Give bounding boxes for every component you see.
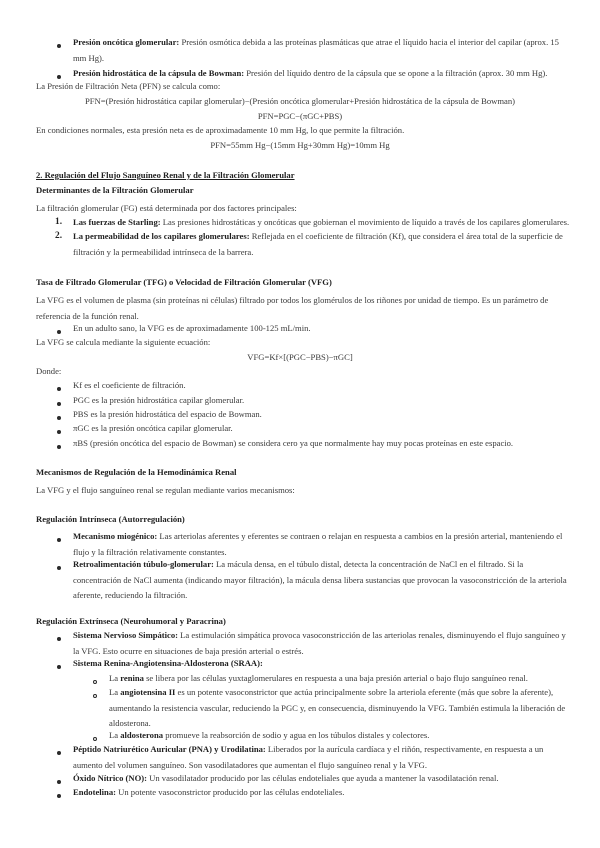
sub-bullet-renina: La renina se libera por las células yuxtaglomerulares en respuesta a una baja presión arterial o bajo flujo sanguíneo renal. — [109, 673, 528, 683]
bullet-simpatico: Sistema Nervioso Simpático: La estimulación simpática provoca vasoconstricción de las arteriolas renales, disminuyendo el flujo sanguíneo y la VFG. Esto ocurre en situaciones de baja presión arterial o estrés. — [73, 630, 566, 656]
donde-label: Donde: — [36, 366, 62, 376]
determinantes-intro: La filtración glomerular (FG) está determinada por dos factores principales: — [36, 203, 297, 213]
bullet-icon — [57, 445, 61, 449]
sub-bullet-aldosterona: La aldosterona promueve la reabsorción de sodio y agua en los túbulos distales y colectores. — [109, 730, 430, 740]
equation-vfg: VFG=Kf×[(PGC−PBS)−πGC] — [247, 352, 353, 362]
bullet-icon — [57, 566, 61, 570]
def-pigc: πGC es la presión oncótica capilar glomerular. — [73, 423, 233, 433]
sub-bullet-angiotensina: La angiotensina II es un potente vasoconstrictor que actúa principalmente sobre la arteriola eferente (más que sobre la aferente), aumentando la resistencia vascular, reduciendo la PGC y, en consecuencia, disminuyendo la VFG. También estimula la liberación de aldosterona. — [109, 687, 566, 728]
bullet-icon — [57, 430, 61, 434]
bullet-icon — [57, 665, 61, 669]
list-number: 2. — [55, 231, 63, 241]
bullet-icon — [57, 780, 61, 784]
bullet-sraa: Sistema Renina-Angiotensina-Aldosterona (SRAA): — [73, 658, 263, 668]
bullet-endotelina: Endotelina: Un potente vasoconstrictor producido por las células endoteliales. — [73, 787, 345, 797]
bullet-oxido-nitrico: Óxido Nítrico (NO): Un vasodilatador producido por las células endoteliales que ayuda a mantener la vasodilatación renal. — [73, 773, 499, 783]
equation-pfn-1: PFN=(Presión hidrostática capilar glomerular)−(Presión oncótica glomerular+Presión hidrostática de la cápsula de Bowman) — [84, 96, 516, 106]
bullet-presion-bowman: Presión hidrostática de la cápsula de Bowman: Presión del líquido dentro de la cápsula que se opone a la filtración (aprox. 30 mm Hg). — [73, 68, 548, 78]
numbered-item-permeabilidad: La permeabilidad de los capilares glomerulares: Reflejada en el coeficiente de filtración (Kf), que considera el área total de la superficie de filtración y la permeabilidad intrínseca de la barrera. — [73, 231, 563, 257]
pfn-intro: La Presión de Filtración Neta (PFN) se calcula como: — [36, 81, 221, 91]
tfg-calculo: La VFG se calcula mediante la siguiente ecuación: — [36, 337, 211, 347]
def-kf: Kf es el coeficiente de filtración. — [73, 380, 186, 390]
def-pbs: PBS es la presión hidrostática del espacio de Bowman. — [73, 409, 262, 419]
equation-pfn-3: PFN=55mm Hg−(15mm Hg+30mm Hg)=10mm Hg — [210, 140, 390, 150]
bullet-icon — [57, 637, 61, 641]
tfg-adulto: En un adulto sano, la VFG es de aproximadamente 100-125 mL/min. — [73, 323, 311, 333]
def-pgc: PGC es la presión hidrostática capilar glomerular. — [73, 395, 245, 405]
bullet-icon — [57, 538, 61, 542]
tfg-paragraph: La VFG es el volumen de plasma (sin proteínas ni células) filtrado por todos los glomérulos de los riñones por unidad de tiempo. Es un parámetro de referencia de la función renal. — [36, 295, 549, 321]
bullet-icon — [57, 387, 61, 391]
determinantes-title: Determinantes de la Filtración Glomerular — [36, 185, 194, 195]
mecanismos-title: Mecanismos de Regulación de la Hemodinámica Renal — [36, 467, 237, 477]
list-number: 1. — [55, 217, 63, 227]
intrinseca-title: Regulación Intrínseca (Autorregulación) — [36, 514, 185, 524]
bullet-presion-oncotica: Presión oncótica glomerular: Presión osmótica debida a las proteínas plasmáticas que atrae el líquido hacia el interior del capilar (aprox. 15 mm Hg). — [73, 37, 559, 63]
bullet-retroalimentacion: Retroalimentación túbulo-glomerular: La mácula densa, en el túbulo distal, detecta la concentración de NaCl en el filtrado. Si la concentración de NaCl aumenta (indicando mayor filtración), la mácula densa libera sustancias que provocan la vasoconstricción de la arteriola aferente, reduciendo la filtración. — [73, 559, 567, 600]
def-pibs: πBS (presión oncótica del espacio de Bowman) se considera cero ya que normalmente hay muy pocas proteínas en este espacio. — [73, 438, 514, 448]
bullet-icon — [57, 794, 61, 798]
sub-bullet-icon — [93, 694, 97, 698]
mecanismos-text: La VFG y el flujo sanguíneo renal se regulan mediante varios mecanismos: — [36, 485, 295, 495]
sub-bullet-icon — [93, 680, 97, 684]
bullet-icon — [57, 751, 61, 755]
bullet-pna: Péptido Natriurético Auricular (PNA) y Urodilatina: Liberados por la aurícula cardíaca y el riñón, respectivamente, en respuesta a un aumento del volumen sanguíneo. Son vasodilatadores que aumentan el flujo sanguíneo renal y la VFG. — [73, 744, 544, 770]
bullet-icon — [57, 416, 61, 420]
sub-bullet-icon — [93, 737, 97, 741]
section-2-title: 2. Regulación del Flujo Sanguíneo Renal y de la Filtración Glomerular — [36, 170, 295, 180]
equation-pfn-2: PFN=PGC−(πGC+PBS) — [257, 111, 343, 121]
extrinseca-title: Regulación Extrínseca (Neurohumoral y Paracrina) — [36, 616, 226, 626]
normal-conditions: En condiciones normales, esta presión neta es de aproximadamente 10 mm Hg, lo que permite la filtración. — [36, 125, 405, 135]
bullet-icon — [57, 44, 61, 48]
tfg-title: Tasa de Filtrado Glomerular (TFG) o Velocidad de Filtración Glomerular (VFG) — [36, 277, 332, 287]
bullet-icon — [57, 330, 61, 334]
numbered-item-starling: Las fuerzas de Starling: Las presiones hidrostáticas y oncóticas que gobiernan el movimiento de líquido a través de los capilares glomerulares. — [73, 217, 570, 227]
bullet-icon — [57, 402, 61, 406]
bullet-miogenico: Mecanismo miogénico: Las arteriolas aferentes y eferentes se contraen o relajan en respuesta a cambios en la presión arterial, manteniendo el flujo y la filtración relativamente constantes. — [73, 531, 563, 557]
